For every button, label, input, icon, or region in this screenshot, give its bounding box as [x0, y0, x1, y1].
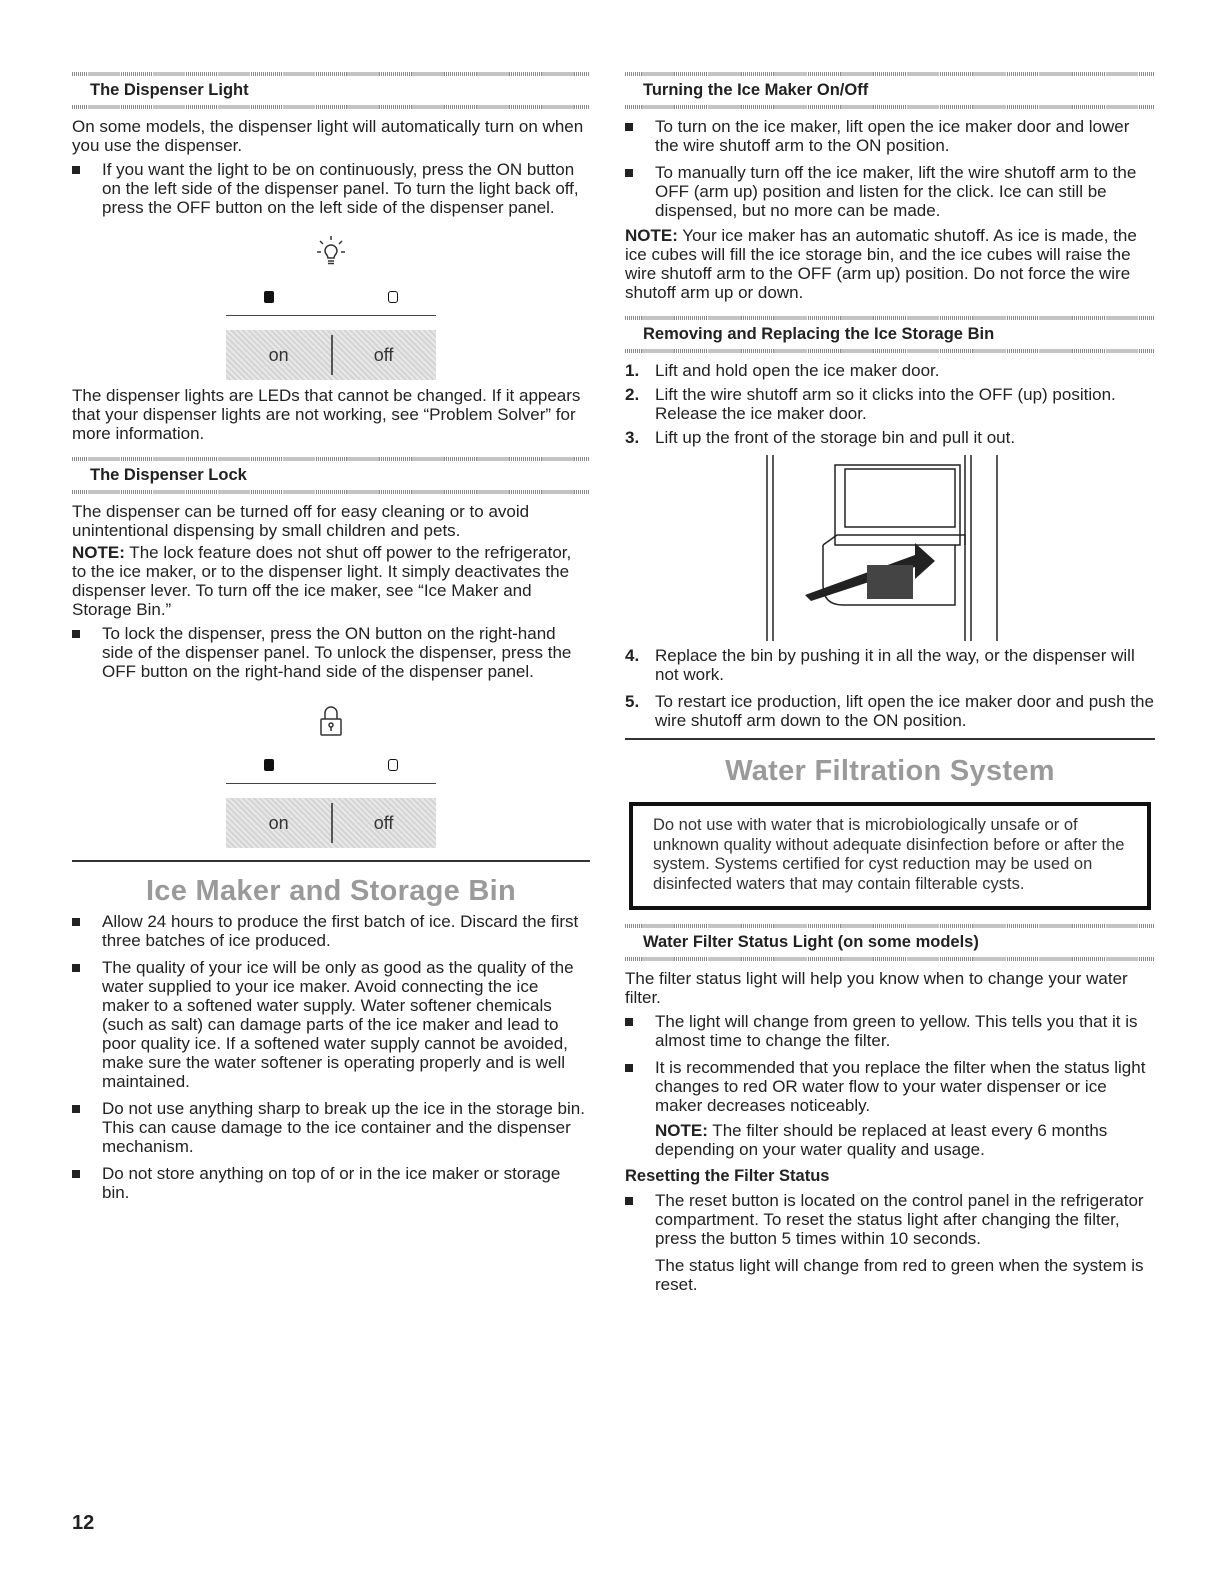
section-divider: [625, 738, 1155, 740]
removing-step: 4. Replace the bin by pushing it in all the way, or the dispenser will not work.: [625, 646, 1135, 684]
removing-step: 1. Lift and hold open the ice maker door.: [625, 361, 940, 380]
ice-maker-bullet: The quality of your ice will be only as good as the quality of the water supplied to your ice maker. Avoid connecting the ice maker to a softened water supply. Water softener chemicals (such as salt) can damage parts of the ice maker and lead to poor quality ice. If a softened water supply cannot be avoided, make sure the water softener is operating properly and is well maintained.: [72, 958, 590, 1091]
filter-status-note: NOTE: The filter should be replaced at least every 6 months depending on your water quality and usage.: [655, 1121, 1108, 1159]
section-divider: [72, 860, 590, 862]
turning-bullet: To turn on the ice maker, lift open the ice maker door and lower the wire shutoff arm to the ON position.: [625, 117, 1155, 155]
dispenser-light-after: The dispenser lights are LEDs that cannot be changed. If it appears that your dispenser lights are not working, see “Problem Solver” for more information.: [72, 386, 581, 443]
filter-status-bullet: It is recommended that you replace the filter when the status light changes to red OR water flow to your water dispenser or ice maker decreases noticeably.: [625, 1058, 1155, 1115]
warning-box: [629, 802, 1151, 910]
dispenser-light-panel: [226, 289, 436, 380]
light-icon: [72, 231, 590, 271]
dispenser-light-intro: On some models, the dispenser light will automatically turn on when you use the dispenser.: [72, 117, 584, 155]
removing-step: 3. Lift up the front of the storage bin and pull it out.: [625, 428, 1016, 447]
removing-step: 5. To restart ice production, lift open the ice maker door and push the wire shutoff arm down to the ON position.: [625, 692, 1154, 730]
dispenser-lock-note: NOTE: The lock feature does not shut off power to the refrigerator, to the ice maker, or to the dispenser light. It simply deactivates the dispenser lever. To turn off the ice maker, see “Ice Maker and Storage Bin.”: [72, 543, 572, 619]
dispenser-lock-intro: The dispenser can be turned off for easy cleaning or to avoid unintentional dispensing by small children and pets.: [72, 502, 530, 540]
ice-maker-bullet: Do not store anything on top of or in the ice maker or storage bin.: [72, 1164, 590, 1202]
light-off-button[interactable]: off: [373, 344, 394, 365]
ice-maker-bullet: Do not use anything sharp to break up the ice in the storage bin. This can cause damage to the ice container and the dispenser mechanism.: [72, 1099, 590, 1156]
ice-maker-title: Ice Maker and Storage Bin: [145, 875, 517, 907]
reset-bullet: The reset button is located on the control panel in the refrigerator compartment. To reset the status light after changing the filter, press the button 5 times within 10 seconds.: [625, 1191, 1155, 1248]
dispenser-light-bullet: If you want the light to be on continuously, press the ON button on the left side of the dispenser panel. To turn the light back off, press the OFF button on the left side of the dispenser panel.: [72, 160, 590, 217]
on-indicator: [264, 291, 274, 303]
right-column: [625, 72, 1155, 1294]
dispenser-lock-panel: [226, 757, 436, 848]
light-on-button[interactable]: on: [268, 344, 289, 365]
warning-text: Do not use with water that is microbiologically unsafe or of unknown quality without adequate disinfection before or after the system. Systems certified for cyst reduction may be used on disinfected waters that may contain filterable cysts.: [653, 816, 1125, 893]
lock-on-button[interactable]: on: [268, 812, 289, 833]
lock-icon: [72, 703, 590, 739]
filter-status-bullet: The light will change from green to yellow. This tells you that it is almost time to change the filter.: [625, 1012, 1155, 1050]
dispenser-light-heading: The Dispenser Light: [72, 72, 590, 109]
left-column: [72, 72, 590, 1202]
ice-bin-illustration: [765, 455, 1155, 641]
lock-off-button[interactable]: off: [373, 812, 394, 833]
dispenser-lock-bullet: To lock the dispenser, press the ON button on the right-hand side of the dispenser panel. To unlock the dispenser, press the OFF button on the right-hand side of the dispenser panel.: [72, 624, 590, 681]
lock-on-indicator: [264, 759, 274, 771]
removing-step: 2. Lift the wire shutoff arm so it clicks into the OFF (up) position. Release the ice maker door.: [625, 385, 1116, 423]
reset-after: The status light will change from red to green when the system is reset.: [655, 1256, 1144, 1294]
turning-note: NOTE: Your ice maker has an automatic shutoff. As ice is made, the ice cubes will fill the ice storage bin, and the ice cubes will raise the wire shutoff arm to the OFF (arm up) position. Do not force the wire shutoff arm up or down.: [625, 226, 1137, 302]
filter-status-heading: Water Filter Status Light (on some models): [625, 924, 1155, 961]
page-number: 12: [72, 1512, 95, 1534]
filter-status-intro: The filter status light will help you know when to change your water filter.: [625, 969, 1128, 1007]
ice-maker-bullet: Allow 24 hours to produce the first batch of ice. Discard the first three batches of ice produced.: [72, 912, 590, 950]
dispenser-lock-heading: The Dispenser Lock: [72, 457, 590, 494]
lock-off-indicator: [388, 759, 398, 771]
removing-bin-heading: Removing and Replacing the Ice Storage Bin: [625, 316, 1155, 353]
turning-on-off-heading: Turning the Ice Maker On/Off: [625, 72, 1155, 109]
turning-bullet: To manually turn off the ice maker, lift the wire shutoff arm to the OFF (arm up) position and listen for the click. Ice can still be dispensed, but no more can be made.: [625, 163, 1155, 220]
water-filtration-title: Water Filtration System: [725, 755, 1055, 787]
off-indicator: [388, 291, 398, 303]
reset-heading: Resetting the Filter Status: [625, 1167, 830, 1185]
